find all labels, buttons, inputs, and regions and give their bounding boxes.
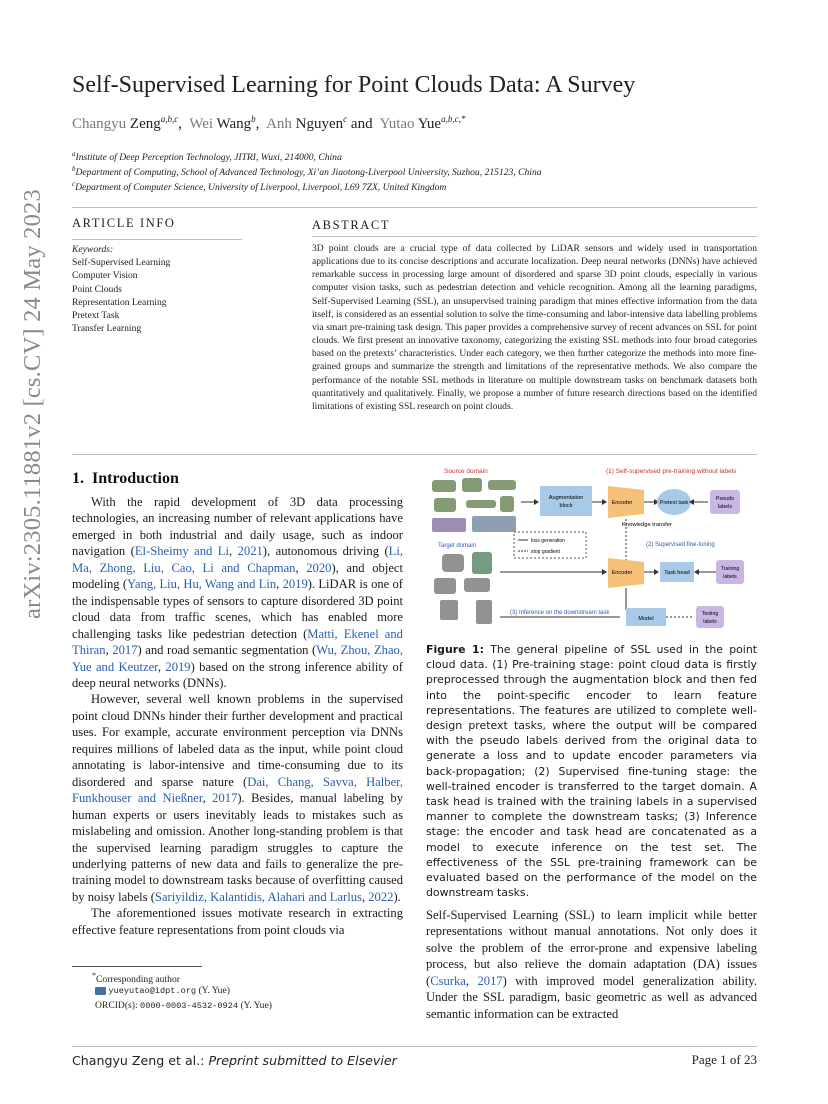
text-run: , [202, 791, 213, 806]
arxiv-stamp: arXiv:2305.11881v2 [cs.CV] 24 May 2023 [19, 189, 46, 619]
text-run: Self-Supervised Learning (SSL) to learn implicit while better representations without manual annotations. Not only does it solve the problem of the error-prone and expensive labeling process, but also relieve the domain adaptation (DA) issues ( [426, 908, 757, 988]
svg-text:labels: labels [703, 619, 717, 625]
author-last: Yue [417, 116, 442, 132]
citation-link[interactable]: 2021 [237, 544, 263, 559]
paragraph [426, 907, 757, 1022]
svg-text:Model: Model [638, 616, 654, 622]
text-run: ), and object modeling ( [72, 560, 403, 592]
pseudo-labels-block [710, 490, 740, 514]
author-list [72, 114, 465, 133]
text-run: ) with improved model generalization ability. Under the SSL paradigm, basic geometric as well as advanced semantic information can be extracted [426, 973, 758, 1021]
affiliation: $^b$Department of Computing, School of Advanced Technology, Xi’an Jiaotong-Liverpool University, Suzhou, 215123, China [72, 165, 542, 179]
citation-link[interactable]: Matti, Ekenel and Thiran [72, 626, 403, 658]
svg-text:labels: labels [717, 504, 733, 510]
citation-link[interactable]: Csurka [430, 973, 466, 988]
author-sep: , [178, 116, 182, 132]
section-heading: 1. Introduction [72, 470, 179, 487]
author-sup: a,b,c,* [441, 114, 466, 124]
keywords-label: Keywords: [72, 244, 114, 255]
text-run: , [276, 577, 283, 592]
svg-text:Testing: Testing [701, 611, 719, 617]
footnote-corresponding: *Corresponding author [92, 971, 180, 986]
text-run: ), autonomous driving ( [262, 544, 389, 559]
author-sep: , [255, 116, 260, 132]
citation-link[interactable]: 2017 [112, 643, 138, 658]
citation-link[interactable]: El-Sheimy and Li [134, 544, 229, 559]
text-run: , [295, 560, 307, 575]
svg-text:labels: labels [723, 574, 737, 580]
stage3-label: (3) Inference on the downstream task [510, 610, 610, 616]
abstract-heading: ABSTRACT [312, 218, 391, 232]
svg-text:Pretext task: Pretext task [659, 500, 689, 506]
keyword: Point Clouds [72, 283, 122, 295]
author-sep: and [350, 116, 373, 132]
text-run: With the rapid development of 3D data processing technologies, an increasing number of relevant applications have emerged in both industrial and daily usage, such as indoor navigation ( [72, 495, 403, 559]
text-run: ). LiDAR is one of the indispensable types of sensors to capture disordered 3D point cloud data from traffic scenes, which has enabled more challenging tasks like pedestrian detection ( [72, 577, 403, 641]
text-run: ) based on the strong inference ability of deep neural networks (DNNs). [72, 659, 404, 690]
text-run: ) and road semantic segmentation ( [137, 643, 317, 658]
keyword: Transfer Learning [72, 323, 142, 335]
citation-link[interactable]: 2019 [165, 659, 191, 674]
knowledge-transfer-label: Knowledge transfer [622, 522, 672, 528]
citation-link[interactable]: Yang, Liu, Hu, Wang and Lin [127, 577, 277, 592]
source-point-clouds [432, 478, 516, 532]
keywords-block [72, 243, 170, 335]
author-sup: a,b,c [160, 114, 179, 124]
page-footer-left: Changyu Zeng et al.: Preprint submitted to Elsevier [72, 1053, 397, 1068]
text-run: , [229, 544, 238, 559]
svg-text:Task head: Task head [664, 570, 690, 576]
author-first: Anh [266, 116, 292, 132]
author-last: Zeng [129, 116, 161, 132]
email-link[interactable]: yueyutao@idpt.org [108, 986, 197, 996]
citation-link[interactable]: 2017 [212, 791, 238, 806]
svg-text:Augmentation: Augmentation [548, 495, 584, 501]
divider [72, 239, 242, 240]
svg-text:Encoder: Encoder [611, 500, 633, 506]
footnote-rule [72, 966, 202, 967]
intro-right-column [426, 907, 757, 1022]
keyword: Computer Vision [72, 270, 138, 282]
training-labels-block [716, 560, 744, 584]
text-run: , [465, 973, 478, 988]
svg-text:Training: Training [720, 566, 740, 572]
citation-link[interactable]: Wu, Zhou, Zhao, Yue and Keutzer [72, 643, 403, 674]
figure-pipeline [426, 462, 761, 634]
page-number: Page 1 of 23 [691, 1052, 757, 1067]
divider [72, 207, 757, 208]
citation-link[interactable]: 2017 [477, 973, 503, 988]
text-run: ). [393, 889, 401, 904]
svg-text:stop gradient: stop gradient [531, 549, 560, 555]
paper-title: Self-Supervised Learning for Point Clouds Data: A Survey [72, 72, 636, 98]
divider [72, 454, 757, 455]
target-domain-label: Target domain [438, 543, 477, 549]
svg-text:Pseudo: Pseudo [715, 496, 735, 502]
keyword: Pretext Task [72, 310, 120, 322]
source-domain-label: Source domain [444, 468, 488, 475]
paragraph [72, 494, 403, 691]
author-last: Wang [216, 116, 252, 132]
paragraph [72, 905, 403, 938]
citation-link[interactable]: 2020 [306, 560, 332, 575]
text-run: ). Besides, manual labeling by human experts or users inevitably leads to mistakes such as mislabeling and omission. Another long-standing problem is that the supervised learning paradigm struggles to capture the underlying patterns of new data and fails to generalize the pre-training model to downstream tasks because of overfitting caused by noisy labels ( [72, 791, 403, 904]
author-first: Changyu [72, 116, 127, 132]
svg-text:Encoder: Encoder [611, 570, 633, 576]
footnote-orcid: ORCID(s): 0000-0003-4532-0924 (Y. Yue) [95, 1000, 272, 1011]
citation-link[interactable]: Sariyildiz, Kalantidis, Alahari and Larlus [154, 889, 362, 904]
citation-link[interactable]: Dai, Chang, Savva, Halber, Funkhouser and Nießner [72, 774, 403, 806]
paragraph [72, 691, 403, 905]
keyword: Self-Supervised Learning [72, 257, 171, 269]
text-run: The aforementioned issues motivate research in extracting effective feature representations from point clouds via [72, 906, 403, 937]
article-info-heading: ARTICLE INFO [72, 216, 176, 230]
footnote-email: yueyutao@idpt.org (Y. Yue) [95, 985, 230, 996]
text-run: , [105, 643, 113, 658]
svg-text:block: block [559, 503, 573, 509]
stage1-label: (1) Self-supervised pre-training without labels [606, 468, 737, 475]
citation-link[interactable]: 2022 [368, 889, 394, 904]
divider [312, 236, 757, 237]
author-sup: b [251, 114, 256, 124]
keyword: Representation Learning [72, 296, 167, 308]
figure-caption [426, 642, 757, 900]
author-first: Yutao [379, 116, 415, 132]
svg-text:loss generation: loss generation [531, 538, 565, 544]
augmentation-block [540, 486, 592, 516]
affiliation: $^a$Institute of Deep Perception Technology, JITRI, Wuxi, 214000, China [72, 150, 342, 164]
text-run: , [361, 889, 369, 904]
text-run: However, several well known problems in the supervised point cloud DNNs hinder their further development and practical uses. For example, accurate environment perception via DNNs requires millions of labeled data as the input, while point cloud annotating is labor-intensive and time-consuming due to its disordered and sparse nature ( [72, 692, 403, 789]
caption-label: Figure 1: [426, 643, 484, 656]
citation-link[interactable]: Li, Ma, Zhong, Liu, Cao, Li and Chapman [72, 544, 403, 575]
abstract-text: 3D point clouds are a crucial type of data collected by LiDAR sensors and widely used in transportation applications due to its concise descriptions and accurate localization. Deep neural networks (DNNs) have achieved remarkable success in processing large amount of disordered and sparse 3D point clouds, especially in various computer vision tasks, such as pedestrian detection and vehicle recognition. Among all the learning paradigms, Self-Supervised Learning (SSL), an unsupervised training paradigm that mines effective information from the data itself, is considered as an essential solution to solve the time-consuming and labor-intensive data labelling problems via smart pre-training task design. This paper provides a comprehensive survey of recent advances on SSL for point clouds. We first present an innovative taxonomy, categorizing the existing SSL methods into four broad categories based on the pretexts’ characteristics. Under each category, we then further categorize the methods into more fine-grained groups and summarize the strength and limitations of the representative methods. We also compare the performance of the notable SSL methods in literature on multiple downstream tasks on benchmark datasets both quantitatively and qualitatively. Finally, we propose a number of future research directions based on the identified limitations of existing SSL research on point clouds. [312, 243, 757, 412]
divider [72, 1046, 757, 1047]
intro-left-column [72, 494, 403, 938]
envelope-icon [95, 987, 106, 995]
text-run: , [157, 659, 166, 674]
target-point-clouds [434, 552, 492, 624]
affiliation: $^c$Department of Computer Science, University of Liverpool, Liverpool, L69 7ZX, United Kingdom [72, 180, 447, 194]
stage2-label: (2) Supervised fine-tuning [646, 542, 715, 548]
author-sup: c [343, 114, 348, 124]
citation-link[interactable]: 2019 [282, 577, 308, 592]
author-first: Wei [189, 116, 214, 132]
author-last: Nguyen [295, 116, 344, 132]
caption-text: The general pipeline of SSL used in the point cloud data. (1) Pre-training stage: point cloud data is firstly preprocessed through the augmentation block and then fed into the point-specific encoder to learn feature representations. The features are utilized to complete well-design pretext tasks, where the output will be compared with the pseudo labels derived from the original data to generate a loss and to update encoder parameters via back-propagation; (2) Supervised fine-tuning stage: the well-trained encoder is transferred to the target domain. A task head is trained with the training labels in a supervised manner to complete the downstream tasks; (3) Inference stage: the encoder and task head are concatenated as a model to execute inference on the test set. The effectiveness of the SSL pre-training framework can be evaluated based on the performance of the model on the downstream tasks. [426, 643, 757, 900]
